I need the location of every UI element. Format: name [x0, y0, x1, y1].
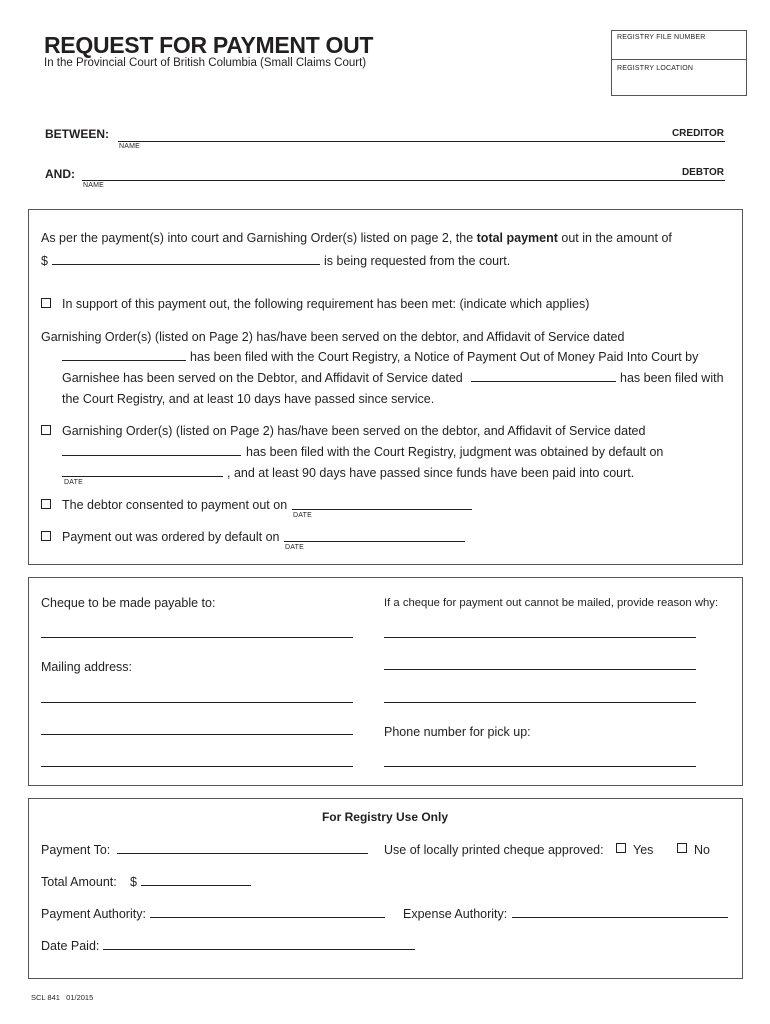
- no-label: No: [694, 843, 710, 857]
- garnishing-option1-line2: has been filed with the Court Registry, a Notice of Payment Out of Money Paid Into Court by: [190, 350, 699, 364]
- consented-date-caption: DATE: [293, 512, 312, 519]
- creditor-label: CREDITOR: [671, 128, 724, 139]
- debtor-name-caption: NAME: [83, 182, 105, 189]
- debtor-label: DEBTOR: [681, 167, 724, 178]
- intro-text: [41, 231, 672, 245]
- garnishing-option1-line3: Garnishee has been served on the Debtor, and Affidavit of Service dated: [62, 371, 463, 385]
- intro-text-part2: out in the amount of: [557, 231, 672, 245]
- ordered-date-caption: DATE: [285, 544, 304, 551]
- mail-reason-field-3[interactable]: [384, 702, 696, 703]
- judgment-date-caption: DATE: [64, 479, 83, 486]
- garnishing-option2-line3: , and at least 90 days have passed since funds have been paid into court.: [227, 466, 635, 480]
- registry-file-number-label: REGISTRY FILE NUMBER: [617, 34, 706, 41]
- mail-reason-field-2[interactable]: [384, 669, 696, 670]
- garnishing-option2-line1: Garnishing Order(s) (listed on Page 2) has/have been served on the debtor, and Affidavit of Service dated: [62, 424, 646, 438]
- form-code: SCL 841 01/2015: [31, 993, 94, 1002]
- expense-authority-label: Expense Authority:: [403, 907, 508, 921]
- payment-authority-label: Payment Authority:: [41, 907, 146, 921]
- mailing-address-field-1[interactable]: [41, 702, 353, 703]
- judgment-date-field[interactable]: [62, 476, 223, 477]
- garnishing-option2-line2: has been filed with the Court Registry, judgment was obtained by default on: [246, 445, 664, 459]
- payment-to-field[interactable]: [117, 853, 368, 854]
- intro-text-bold: total payment: [476, 231, 558, 245]
- garnishing-option1-line3-end: has been filed with: [620, 371, 724, 385]
- affidavit-date-field-3[interactable]: [62, 455, 241, 456]
- creditor-name-caption: NAME: [119, 143, 141, 150]
- form-title: REQUEST FOR PAYMENT OUT: [44, 32, 374, 58]
- debtor-name-field[interactable]: [82, 180, 725, 181]
- no-checkbox[interactable]: [677, 843, 687, 853]
- mail-reason-label: If a cheque for payment out cannot be mailed, provide reason why:: [384, 597, 719, 609]
- cheque-approved-label: Use of locally printed cheque approved:: [384, 843, 604, 857]
- yes-label: Yes: [633, 843, 654, 857]
- dollar-sign: $: [41, 254, 48, 268]
- phone-pickup-field[interactable]: [384, 766, 696, 767]
- ordered-default-checkbox[interactable]: [41, 531, 51, 541]
- payment-to-label: Payment To:: [41, 843, 111, 857]
- total-amount-label: Total Amount:: [41, 875, 117, 889]
- garnishing-option1-line1: Garnishing Order(s) (listed on Page 2) has/have been served on the debtor, and Affidavit of Service dated: [41, 330, 625, 344]
- mailing-address-label: Mailing address:: [41, 660, 133, 674]
- total-amount-field[interactable]: [141, 885, 251, 886]
- garnishing-option2-checkbox[interactable]: [41, 425, 51, 435]
- total-amount-dollar: $: [130, 875, 137, 889]
- phone-pickup-label: Phone number for pick up:: [384, 725, 531, 739]
- ordered-date-field[interactable]: [284, 541, 465, 542]
- intro-text-part1: As per the payment(s) into court and Garnishing Order(s) listed on page 2, the: [41, 231, 477, 245]
- total-payment-amount-field[interactable]: [52, 264, 320, 265]
- mailing-address-field-3[interactable]: [41, 766, 353, 767]
- garnishing-option1-line4: the Court Registry, and at least 10 days have passed since service.: [62, 392, 435, 406]
- consented-date-field[interactable]: [292, 509, 472, 510]
- registry-box: [611, 30, 747, 96]
- expense-authority-field[interactable]: [512, 917, 728, 918]
- affidavit-date-field-2[interactable]: [471, 381, 616, 382]
- payee-field[interactable]: [41, 637, 353, 638]
- creditor-name-field[interactable]: [118, 141, 725, 142]
- support-checkbox[interactable]: [41, 298, 51, 308]
- cheque-payable-label: Cheque to be made payable to:: [41, 596, 216, 610]
- payment-authority-field[interactable]: [150, 917, 385, 918]
- affidavit-date-field-1[interactable]: [62, 360, 186, 361]
- consented-checkbox[interactable]: [41, 499, 51, 509]
- form-subtitle: In the Provincial Court of British Columbia (Small Claims Court): [44, 57, 367, 69]
- ordered-default-text: Payment out was ordered by default on: [62, 530, 280, 544]
- requested-text: is being requested from the court.: [324, 254, 511, 268]
- registry-use-heading: For Registry Use Only: [321, 810, 449, 824]
- support-text: In support of this payment out, the following requirement has been met: (indicate which applies): [62, 297, 590, 311]
- mailing-address-field-2[interactable]: [41, 734, 353, 735]
- date-paid-label: Date Paid:: [41, 939, 100, 953]
- registry-location-label: REGISTRY LOCATION: [617, 65, 694, 72]
- yes-checkbox[interactable]: [616, 843, 626, 853]
- mail-reason-field-1[interactable]: [384, 637, 696, 638]
- date-paid-field[interactable]: [103, 949, 415, 950]
- between-label: BETWEEN:: [45, 127, 109, 141]
- and-label: AND:: [45, 167, 75, 181]
- consented-text: The debtor consented to payment out on: [62, 498, 288, 512]
